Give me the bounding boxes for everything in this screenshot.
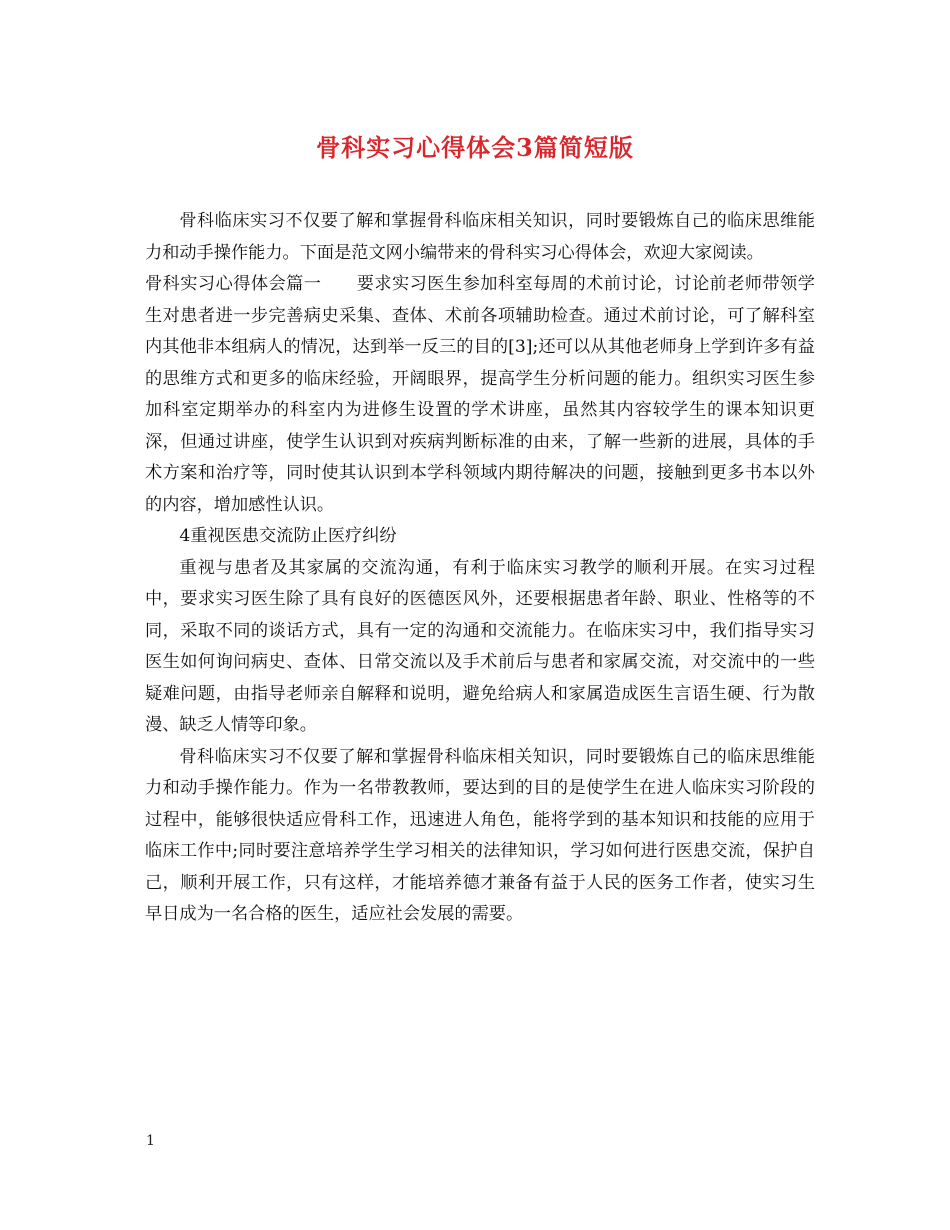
subheading: 4重视医患交流防止医疗纠纷 [179, 526, 397, 546]
page-number: 1 [146, 1133, 155, 1149]
page-title: 骨科实习心得体会3篇简短版 [316, 133, 634, 162]
document-body [145, 206, 815, 931]
communication-paragraph: 重视与患者及其家属的交流沟通，有利于临床实习教学的顺利开展。在实习过程中，要求实习医生除了具有良好的医德医风外，还要根据患者年龄、职业、性格等的不同，采取不同的谈话方式，具有一定的沟通和交流能力。在临床实习中，我们指导实习医生如何询问病史、查体、日常交流以及手术前后与患者和家属交流，对交流中的一些疑难问题，由指导老师亲自解释和说明，避免给病人和家属造成医生言语生硬、行为散漫、缺乏人情等印象。 [145, 557, 815, 735]
conclusion-paragraph: 骨科临床实习不仅要了解和掌握骨科临床相关知识，同时要锻炼自己的临床思维能力和动手操作能力。作为一名带教教师，要达到的目的是使学生在进人临床实习阶段的过程中，能够很快适应骨科工作，迅速进人角色，能将学到的基本知识和技能的应用于临床工作中;同时要注意培养学生学习相关的法律知识，学习如何进行医患交流，保护自己，顺利开展工作，只有这样，才能培养德才兼备有益于人民的医务工作者，使实习生早日成为一名合格的医生，适应社会发展的需要。 [145, 746, 815, 924]
intro-paragraph: 骨科临床实习不仅要了解和掌握骨科临床相关知识，同时要锻炼自己的临床思维能力和动手操作能力。下面是范文网小编带来的骨科实习心得体会，欢迎大家阅读。 [145, 211, 815, 263]
section-one-paragraph: 骨科实习心得体会篇一 要求实习医生参加科室每周的术前讨论，讨论前老师带领学生对患者进一步完善病史采集、查体、术前各项辅助检查。通过术前讨论，可了解科室内其他非本组病人的情况，达到举一反三的目的[3];还可以从其他老师身上学到许多有益的思维方式和更多的临床经验，开阔眼界，提高学生分析问题的能力。组织实习医生参加科室定期举办的科室内为进修生设置的学术讲座，虽然其内容较学生的课本知识更深，但通过讲座，使学生认识到对疾病判断标准的由来，了解一些新的进展，具体的手术方案和治疗等，同时使其认识到本学科领域内期待解决的问题，接触到更多书本以外的内容，增加感性认识。 [145, 274, 815, 515]
